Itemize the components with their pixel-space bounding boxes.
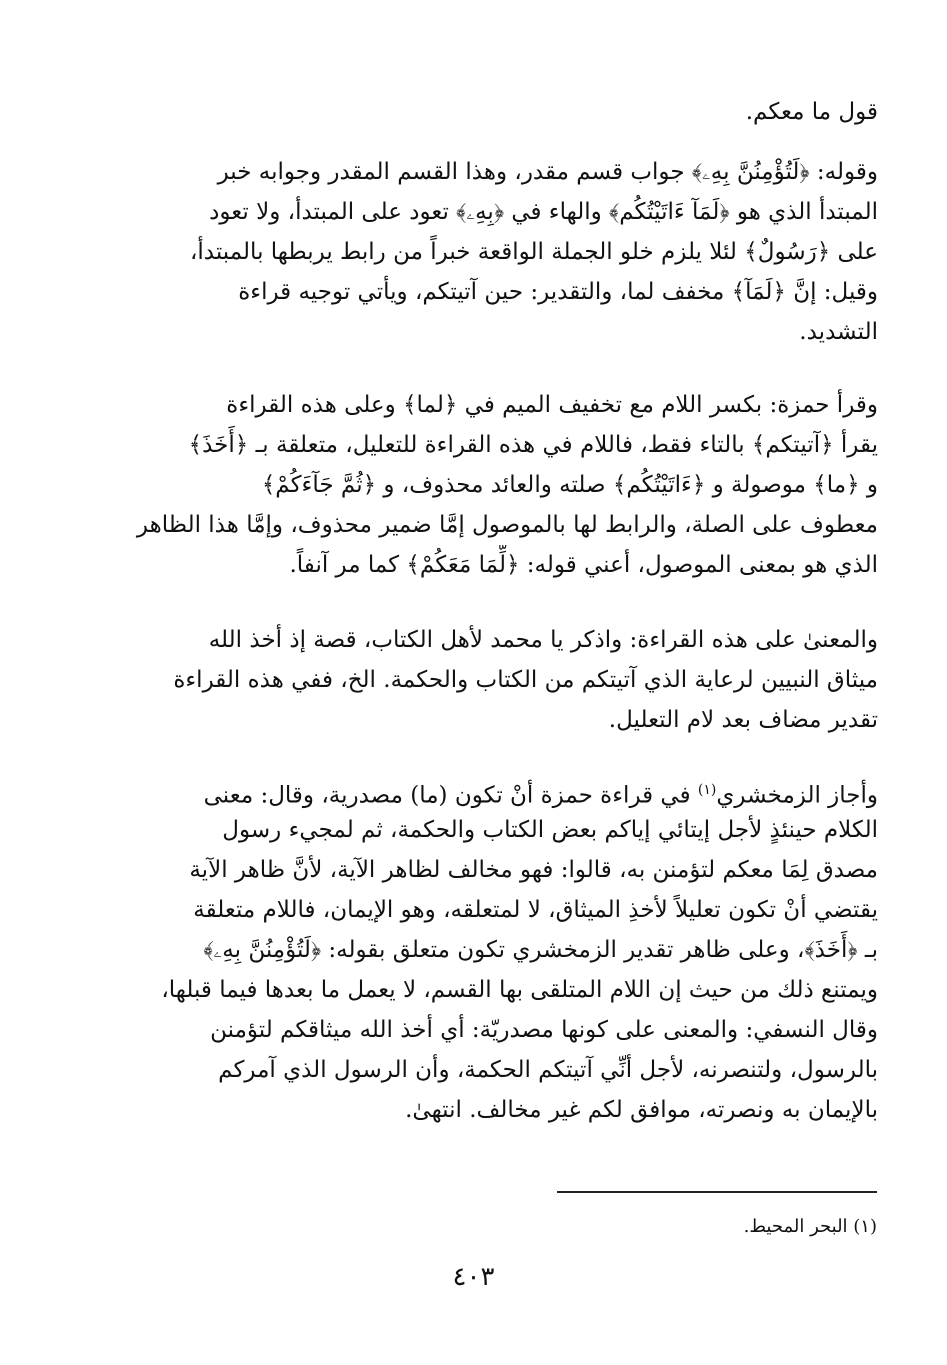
page-number: ٤٠٣: [452, 1262, 495, 1292]
text-line: بالإيمان به ونصرته، موافق لكم غير مخالف. انتهىٰ.: [405, 1097, 878, 1123]
text-segment: وأجاز الزمخشري: [716, 782, 878, 809]
text-line: بالرسول، ولتنصرنه، لأجل أنِّي آتيتكم الحكمة، وأن الرسول الذي آمركم: [218, 1057, 878, 1083]
paragraph-3: [100, 385, 878, 585]
text-line: بـ ﴿أَخَذَ﴾، وعلى ظاهر تقدير الزمخشري تكون متعلق بقوله: ﴿لَتُؤْمِنُنَّ بِهِۦ﴾: [203, 937, 878, 963]
footnote-divider: [557, 1191, 877, 1193]
text-line: [100, 770, 878, 810]
paragraph-5: [100, 770, 878, 1130]
text-line: تقدير مضاف بعد لام التعليل.: [608, 707, 878, 733]
text-line: يقتضي أنْ تكون تعليلاً لأخذِ الميثاق، لا لمتعلقه، وهو الإيمان، فاللام متعلقة: [193, 897, 878, 923]
text-line: معطوف على الصلة، والرابط لها بالموصول إمَّا ضمير محذوف، وإمَّا هذا الظاهر: [136, 512, 878, 538]
text-line: وقرأ حمزة: بكسر اللام مع تخفيف الميم في ﴿لما﴾ وعلى هذه القراءة: [226, 392, 878, 418]
text-line: الذي هو بمعنى الموصول، أعني قوله: ﴿لِّمَا مَعَكُمْ﴾ كما مر آنفاً.: [289, 552, 878, 578]
text-line: ميثاق النبيين لرعاية الذي آتيتكم من الكتاب والحكمة. الخ، ففي هذه القراءة: [173, 667, 878, 693]
text-line: يقرأ ﴿آتيتكم﴾ بالتاء فقط، فاللام في هذه القراءة للتعليل، متعلقة بـ ﴿أَخَذَ﴾: [188, 432, 878, 458]
text-line: الكلام حينئذٍ لأجل إيتائي إياكم بعض الكتاب والحكمة، ثم لمجيء رسول: [222, 817, 878, 843]
paragraph-2: [100, 152, 878, 352]
text-line: مصدق لِمَا معكم لتؤمنن به، قالوا: فهو مخالف لظاهر الآية، لأنَّ ظاهر الآية: [189, 857, 878, 883]
text-segment: في قراءة حمزة أنْ تكون (ما) مصدرية، وقال: معنى: [203, 782, 698, 809]
text-line: والمعنىٰ على هذه القراءة: واذكر يا محمد لأهل الكتاب، قصة إذ أخذ الله: [208, 627, 878, 653]
text-line: التشديد.: [799, 319, 878, 345]
text-line: على ﴿رَسُولٌ﴾ لئلا يلزم خلو الجملة الواقعة خبراً من رابط يربطها بالمبتدأ،: [189, 239, 878, 265]
text-line: وقوله: ﴿لَتُؤْمِنُنَّ بِهِۦ﴾ جواب قسم مقدر، وهذا القسم المقدر وجوابه خبر: [217, 159, 878, 185]
footnote-marker[interactable]: (١): [697, 782, 717, 798]
footnote: (١) البحر المحيط.: [743, 1216, 877, 1237]
text-line: وقيل: إنَّ ﴿لَمَآ﴾ مخفف لما، والتقدير: حين آتيتكم، ويأتي توجيه قراءة: [238, 279, 878, 305]
text-line: قول ما معكم.: [745, 99, 878, 125]
text-line: ويمتنع ذلك من حيث إن اللام المتلقى بها القسم، لا يعمل ما بعدها فيما قبلها،: [161, 977, 878, 1003]
paragraph-4: [100, 620, 878, 740]
text-line: وقال النسفي: والمعنى على كونها مصدريّة: أي أخذ الله ميثاقكم لتؤمنن: [210, 1017, 878, 1043]
paragraph-1: [100, 92, 878, 132]
text-line: المبتدأ الذي هو ﴿لَمَآ ءَاتَيْتُكُم﴾ والهاء في ﴿بِهِۦ﴾ تعود على المبتدأ، ولا تعود: [209, 199, 878, 225]
text-line: و ﴿ما﴾ موصولة و ﴿ءَاتَيْتُكُم﴾ صلته والعائد محذوف، و ﴿ثُمَّ جَآءَكُمْ﴾: [261, 472, 878, 498]
